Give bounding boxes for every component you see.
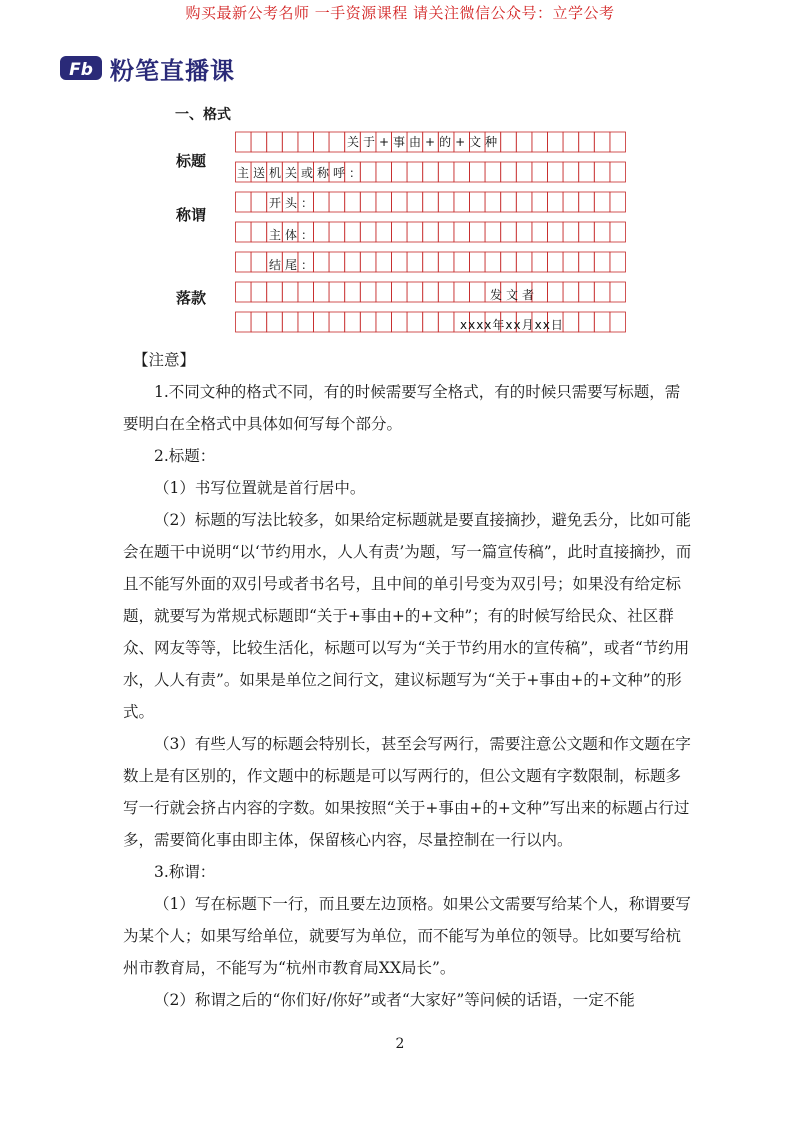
- paragraph-5: （3）有些人写的标题会特别长，甚至会写两行，需要注意公文题和作文题在字数上是有区别的，作文题中的标题是可以写两行的，但公文题有字数限制，标题多写一行就会挤占内容的字数。如果按照“关于+事由+的+文种”写出来的标题占行过多，需要简化事由即主体，保留核心内容，尽量控制在一行以内。: [123, 735, 691, 849]
- grid-salutation-line: 主送机关或称呼：: [237, 166, 366, 180]
- grid-cell: [376, 282, 392, 302]
- grid-cell: [610, 222, 626, 242]
- grid-cell: [470, 222, 486, 242]
- grid-cell: [329, 282, 345, 302]
- grid-cell: [392, 282, 408, 302]
- grid-cell: [454, 222, 470, 242]
- grid-cell: [329, 132, 345, 152]
- grid-cell: [532, 132, 548, 152]
- grid-cell: [360, 282, 376, 302]
- grid-body: 主体：: [269, 228, 318, 242]
- grid-date: xxxx年xx月xx日: [460, 318, 564, 332]
- grid-cell: [594, 312, 610, 332]
- grid-cell: [548, 132, 564, 152]
- paragraph-3: （1）书写位置就是首行居中。: [154, 479, 366, 497]
- grid-cell: [376, 312, 392, 332]
- grid-cell: [267, 132, 283, 152]
- grid-cell: [376, 162, 392, 182]
- grid-cell: [407, 252, 423, 272]
- grid-cell: [345, 222, 361, 242]
- paragraph-6: 3.称谓：: [154, 863, 216, 881]
- grid-cell: [485, 192, 501, 212]
- grid-cell: [438, 282, 454, 302]
- grid-cell: [345, 312, 361, 332]
- grid-cell: [579, 252, 595, 272]
- paragraph-8: （2）称谓之后的“你们好/你好”或者“大家好”等问候的话语，一定不能: [154, 991, 635, 1009]
- grid-cell: [548, 222, 564, 242]
- brand-logo: [60, 52, 235, 84]
- grid-cell: [516, 192, 532, 212]
- top-banner: 购买最新公考名师 一手资源课程 请关注微信公众号：立学公考: [185, 4, 615, 22]
- grid-cell: [251, 222, 267, 242]
- grid-cell: [438, 222, 454, 242]
- grid-cell: [267, 282, 283, 302]
- grid-cell: [594, 252, 610, 272]
- label-salutation: 称谓: [176, 206, 207, 224]
- grid-cell: [282, 312, 298, 332]
- grid-cell: [251, 132, 267, 152]
- grid-cell: [298, 132, 314, 152]
- grid-cell: [563, 252, 579, 272]
- grid-cell: [236, 312, 252, 332]
- section-title: 一、格式: [175, 107, 231, 123]
- format-grid: [235, 128, 635, 338]
- grid-cell: [610, 162, 626, 182]
- grid-cell: [236, 222, 252, 242]
- grid-cell: [407, 162, 423, 182]
- grid-cell: [251, 282, 267, 302]
- grid-cell: [314, 132, 330, 152]
- paragraph-1: 1.不同文种的格式不同，有的时候需要写全格式，有的时候只需要写标题，需要明白在全格式中具体如何写每个部分。: [123, 383, 681, 433]
- grid-cell: [501, 162, 517, 182]
- grid-cell: [610, 282, 626, 302]
- grid-cell: [282, 132, 298, 152]
- grid-cell: [579, 192, 595, 212]
- grid-cell: [454, 282, 470, 302]
- grid-cell: [594, 132, 610, 152]
- grid-cell: [345, 192, 361, 212]
- grid-cell: [423, 162, 439, 182]
- grid-cell: [516, 222, 532, 242]
- grid-cell: [485, 162, 501, 182]
- grid-cell: [501, 192, 517, 212]
- grid-cell: [329, 192, 345, 212]
- grid-cell: [423, 222, 439, 242]
- grid-cell: [438, 192, 454, 212]
- grid-cell: [470, 282, 486, 302]
- grid-cell: [548, 252, 564, 272]
- grid-cell: [392, 162, 408, 182]
- grid-cell: [236, 192, 252, 212]
- grid-cell: [485, 222, 501, 242]
- grid-ending: 结尾：: [269, 258, 318, 272]
- grid-cell: [392, 252, 408, 272]
- grid-cell: [329, 222, 345, 242]
- grid-cell: [563, 192, 579, 212]
- grid-cell: [267, 312, 283, 332]
- grid-cell: [392, 192, 408, 212]
- grid-cell: [579, 282, 595, 302]
- grid-cell: [314, 282, 330, 302]
- note-heading: 【注意】: [133, 351, 196, 369]
- grid-cell: [532, 222, 548, 242]
- grid-cell: [563, 132, 579, 152]
- grid-cell: [516, 132, 532, 152]
- grid-cell: [470, 252, 486, 272]
- grid-cell: [610, 252, 626, 272]
- grid-cell: [360, 252, 376, 272]
- grid-cell: [360, 312, 376, 332]
- grid-cell: [594, 192, 610, 212]
- grid-cell: [236, 282, 252, 302]
- grid-cell: [610, 312, 626, 332]
- grid-cell: [548, 282, 564, 302]
- grid-cell: [423, 252, 439, 272]
- grid-cell: [579, 162, 595, 182]
- grid-cell: [563, 282, 579, 302]
- grid-cell: [407, 282, 423, 302]
- paragraph-4: （2）标题的写法比较多，如果给定标题就是要直接摘抄，避免丢分，比如可能会在题干中说明“以‘节约用水，人人有责’为题，写一篇宣传稿”，此时直接摘抄，而且不能写外面的双引号或者书名号，且中间的单引号变为双引号；如果没有给定标题，就要写为常规式标题即“关于+事由+的+文种”；有的时候写给民众、社区群众、网友等等，比较生活化，标题可以写为“关于节约用水的宣传稿”，或者“节约用水，人人有责”。如果是单位之间行文，建议标题写为“关于+事由+的+文种”的形式。: [123, 511, 692, 721]
- grid-cell: [548, 162, 564, 182]
- grid-cell: [360, 222, 376, 242]
- grid-cell: [594, 162, 610, 182]
- grid-cell: [610, 192, 626, 212]
- grid-cell: [392, 222, 408, 242]
- grid-cell: [501, 252, 517, 272]
- grid-cell: [376, 252, 392, 272]
- grid-cell: [236, 252, 252, 272]
- grid-cell: [501, 222, 517, 242]
- grid-cell: [360, 192, 376, 212]
- paragraph-7: （1）写在标题下一行，而且要左边顶格。如果公文需要写给某个人，称谓要写为某个人；如果写给单位，就要写为单位，而不能写为单位的领导。比如要写给杭州市教育局，不能写为“杭州市教育局XX局长”。: [123, 895, 691, 977]
- grid-sender: 发文者: [490, 288, 539, 302]
- grid-cell: [454, 252, 470, 272]
- grid-cell: [516, 162, 532, 182]
- grid-cell: [423, 192, 439, 212]
- grid-cell: [470, 192, 486, 212]
- grid-cell: [563, 312, 579, 332]
- grid-cell: [236, 132, 252, 152]
- grid-opening: 开头：: [269, 196, 318, 210]
- grid-cell: [454, 192, 470, 212]
- label-signature: 落款: [176, 289, 207, 307]
- grid-cell: [345, 282, 361, 302]
- grid-cell: [470, 162, 486, 182]
- grid-cell: [438, 312, 454, 332]
- grid-cell: [329, 312, 345, 332]
- grid-cell: [438, 252, 454, 272]
- grid-cell: [610, 132, 626, 152]
- grid-cell: [532, 192, 548, 212]
- grid-cell: [407, 312, 423, 332]
- grid-cell: [251, 192, 267, 212]
- grid-cell: [298, 312, 314, 332]
- grid-cell: [298, 282, 314, 302]
- label-title: 标题: [176, 152, 207, 170]
- grid-cell: [329, 252, 345, 272]
- grid-cell: [282, 282, 298, 302]
- grid-cell: [407, 192, 423, 212]
- grid-cell: [345, 252, 361, 272]
- page-number: 2: [395, 1036, 405, 1052]
- grid-cell: [501, 132, 517, 152]
- grid-cell: [532, 252, 548, 272]
- grid-cell: [485, 252, 501, 272]
- grid-cell: [251, 312, 267, 332]
- grid-cell: [376, 222, 392, 242]
- grid-cell: [392, 312, 408, 332]
- grid-cell: [548, 192, 564, 212]
- grid-cell: [594, 282, 610, 302]
- grid-cell: [563, 222, 579, 242]
- grid-cell: [314, 312, 330, 332]
- grid-cell: [423, 282, 439, 302]
- grid-cell: [579, 222, 595, 242]
- grid-cell: [376, 192, 392, 212]
- grid-cell: [532, 162, 548, 182]
- logo-mark: Fb: [69, 60, 93, 80]
- fb-logo-icon: [60, 54, 102, 82]
- grid-cell: [454, 162, 470, 182]
- grid-cell: [579, 132, 595, 152]
- logo-text: 粉笔直播课: [110, 56, 235, 85]
- grid-cell: [438, 162, 454, 182]
- grid-cell: [423, 312, 439, 332]
- grid-cell: [594, 222, 610, 242]
- grid-cell: [516, 252, 532, 272]
- grid-cell: [407, 222, 423, 242]
- grid-cell: [579, 312, 595, 332]
- notes-body: [123, 344, 693, 1016]
- grid-title-line: 关于+事由+的+文种: [347, 135, 502, 149]
- grid-cell: [251, 252, 267, 272]
- paragraph-2: 2.标题：: [154, 447, 216, 465]
- grid-cell: [563, 162, 579, 182]
